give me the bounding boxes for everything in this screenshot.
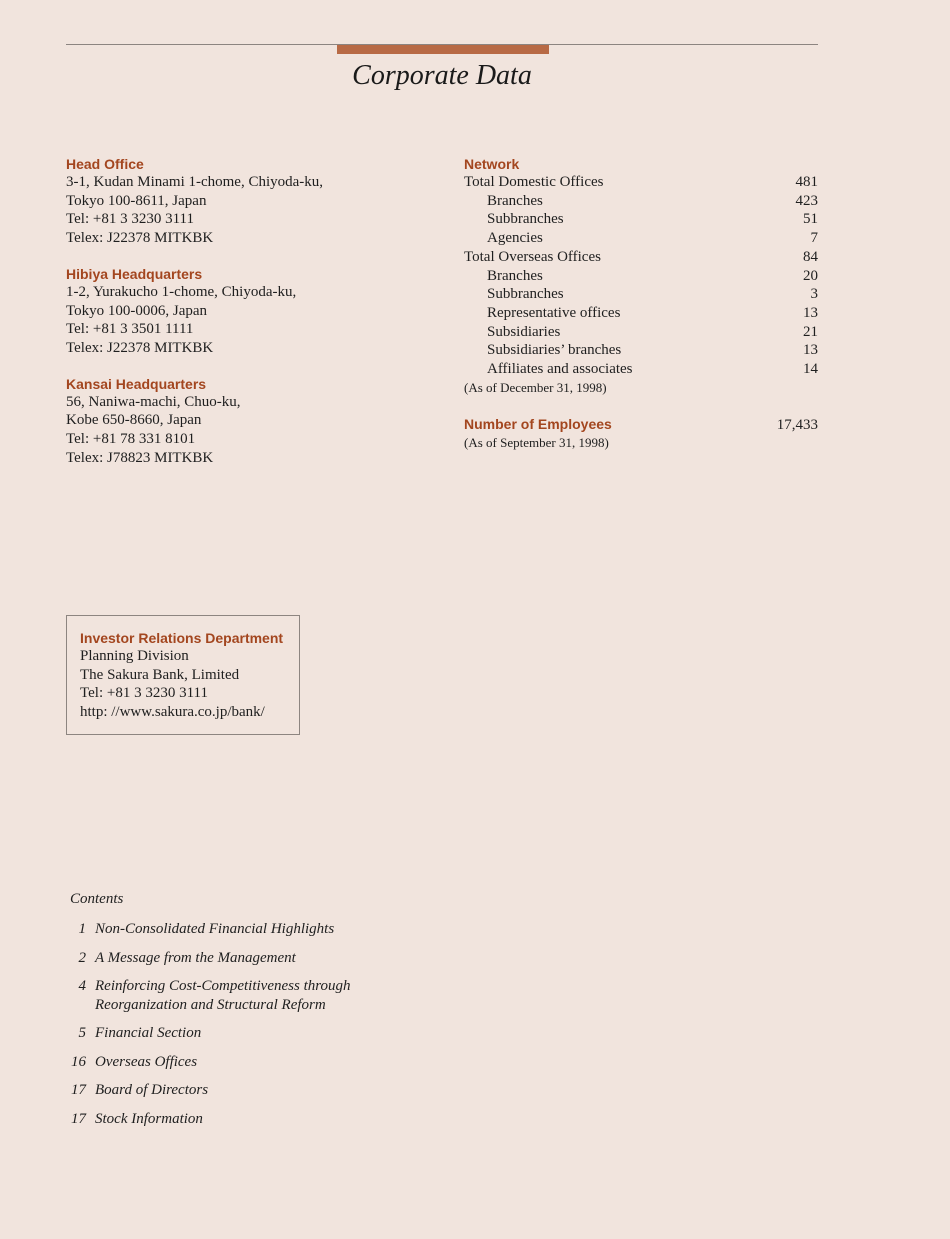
office-tel: Tel: +81 3 3230 3111 [66,211,194,228]
toc-entry [95,949,430,968]
network-row [464,267,818,286]
toc-page-number: 1 [78,921,86,937]
network-row-label: Subbranches [487,286,564,303]
network-row [464,173,818,192]
table-of-contents [70,888,430,1138]
office-telex: Telex: J22378 MITKBK [66,230,214,247]
employees-note: (As of September 31, 1998) [464,434,609,450]
toc-entry [95,1024,430,1043]
page-title: Corporate Data [352,60,532,91]
network-row-label: Subsidiaries’ branches [487,342,622,359]
contents-title: Contents [70,891,124,907]
office-block-head-office [66,155,426,248]
network-row [464,304,818,323]
network-row-label: Branches [487,192,543,209]
toc-item [70,920,430,939]
network-row-label: Agencies [487,230,543,247]
ir-line: The Sakura Bank, Limited [80,666,240,683]
toc-page-number: 16 [71,1053,86,1070]
network-row-value: 14 [803,361,818,378]
network-row-label: Representative offices [487,304,621,321]
network-column [464,155,818,452]
network-row [464,229,818,248]
network-row-value: 423 [795,192,818,209]
network-row-value: 51 [803,211,818,228]
network-row-value: 3 [810,286,818,303]
offices-column [66,155,426,484]
office-tel: Tel: +81 3 3501 1111 [66,321,194,338]
ir-heading: Investor Relations Department [80,630,284,646]
office-address-line-2: Tokyo 100-0006, Japan [66,302,208,319]
employees-row [464,415,818,434]
network-row [464,210,818,229]
network-row-label: Total Domestic Offices [464,174,604,190]
toc-page-number: 2 [78,949,86,966]
network-row-value: 20 [803,267,818,284]
toc-page-number: 17 [71,1110,86,1127]
toc-page-number: 5 [78,1025,86,1041]
toc-item [70,977,430,1014]
office-address-line-1: 1-2, Yurakucho 1-chome, Chiyoda-ku, [66,283,297,300]
network-note: (As of December 31, 1998) [464,379,607,395]
toc-entry [95,1081,430,1100]
toc-entry-line: Reinforcing Cost-Competitiveness through [95,978,351,994]
employees-heading: Number of Employees [464,415,612,432]
office-address-line-2: Kobe 650-8660, Japan [66,412,202,429]
toc-entry-line: Stock Information [95,1110,203,1127]
ir-line: Planning Division [80,648,189,664]
office-tel: Tel: +81 78 331 8101 [66,431,196,448]
ir-url: http: //www.sakura.co.jp/bank/ [80,704,265,721]
office-heading: Head Office [66,156,144,172]
office-block-hibiya [66,265,426,358]
network-row-value: 481 [795,174,818,190]
network-row-value: 84 [803,248,818,265]
network-row-label: Total Overseas Offices [464,248,601,265]
title-accent-bar [337,45,549,54]
office-telex: Telex: J22378 MITKBK [66,339,214,356]
toc-item [70,1024,430,1043]
toc-entry-line: Board of Directors [95,1082,209,1098]
toc-entry [95,1110,430,1129]
toc-page-number: 4 [78,978,86,994]
network-row-label: Affiliates and associates [487,361,633,378]
network-row [464,285,818,304]
network-row [464,248,818,267]
toc-entry-line: A Message from the Management [95,949,296,966]
office-heading: Kansai Headquarters [66,375,207,392]
network-heading: Network [464,156,520,172]
toc-entry [95,920,430,939]
toc-page-number: 17 [71,1082,86,1098]
toc-entry-line: Overseas Offices [95,1053,198,1070]
toc-item [70,1081,430,1100]
office-address-line-2: Tokyo 100-8611, Japan [66,192,207,209]
network-row-label: Subbranches [487,211,564,228]
toc-entry [95,1053,430,1072]
toc-entry-line: Financial Section [95,1025,202,1041]
network-row-label: Branches [487,267,543,284]
toc-item [70,1053,430,1072]
toc-item [70,1110,430,1129]
network-row [464,192,818,211]
office-heading: Hibiya Headquarters [66,265,203,282]
network-row-value: 7 [810,230,818,247]
network-row-value: 13 [803,304,818,321]
network-row-value: 13 [803,342,818,359]
network-row [464,323,818,342]
toc-entry-line: Non-Consolidated Financial Highlights [95,921,335,937]
investor-relations-box [66,615,300,735]
network-row [464,360,818,379]
toc-item [70,949,430,968]
office-block-kansai [66,375,426,468]
ir-line: Tel: +81 3 3230 3111 [80,685,208,702]
network-row [464,341,818,360]
employees-value: 17,433 [776,416,818,433]
office-address-line-1: 3-1, Kudan Minami 1-chome, Chiyoda-ku, [66,174,324,190]
office-address-line-1: 56, Naniwa-machi, Chuo-ku, [66,393,241,410]
network-row-value: 21 [803,323,818,340]
toc-entry [95,977,430,1014]
network-row-label: Subsidiaries [487,323,561,340]
office-telex: Telex: J78823 MITKBK [66,449,214,466]
toc-entry-line: Reorganization and Structural Reform [95,996,326,1013]
